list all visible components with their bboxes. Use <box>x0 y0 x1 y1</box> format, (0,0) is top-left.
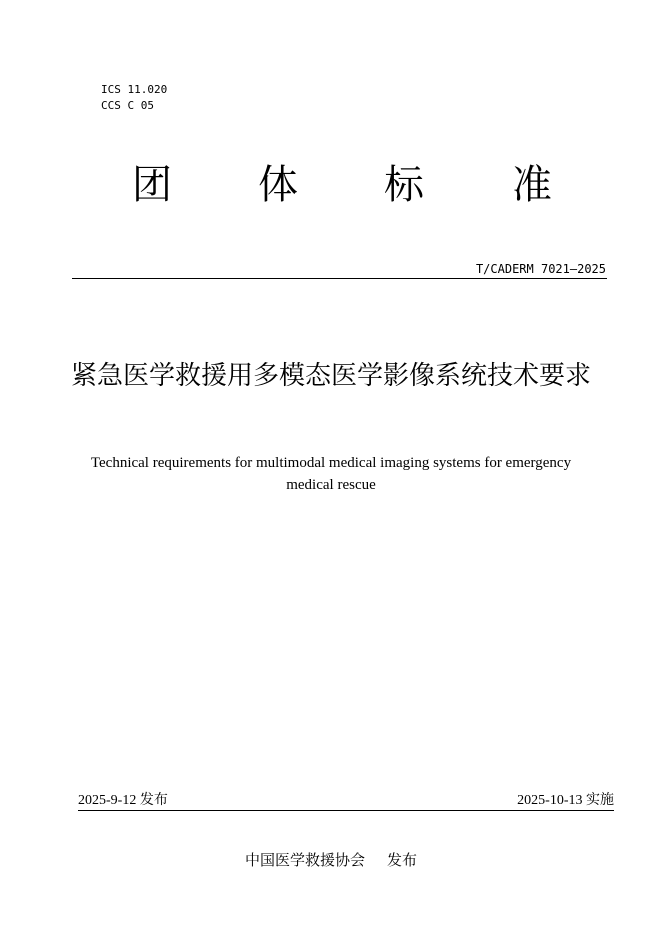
standard-code: T/CADERM 7021—2025 <box>475 262 606 276</box>
title-english: Technical requirements for multimodal medical imaging systems for emergency medical rescue <box>90 455 572 493</box>
publisher-name: 中国医学救援协会 <box>244 851 365 869</box>
title-chinese: 紧急医学救援用多模态医学影像系统技术要求 <box>70 361 591 391</box>
top-divider <box>72 278 607 279</box>
implementation-date: 2025-10-13 实施 <box>517 793 614 808</box>
bottom-divider <box>78 810 614 811</box>
publish-date: 2025-9-12 发布 <box>78 793 168 808</box>
standard-type-char-3: 标 <box>384 162 424 208</box>
publisher-action: 发布 <box>387 851 418 869</box>
standard-type-char-1: 团 <box>132 162 172 208</box>
ics-code: ICS 11.020 <box>101 83 168 96</box>
ccs-code: CCS C 05 <box>101 99 154 112</box>
publisher-line <box>0 850 662 870</box>
standard-type-char-2: 体 <box>258 162 298 208</box>
standard-type-char-4: 准 <box>512 162 552 208</box>
